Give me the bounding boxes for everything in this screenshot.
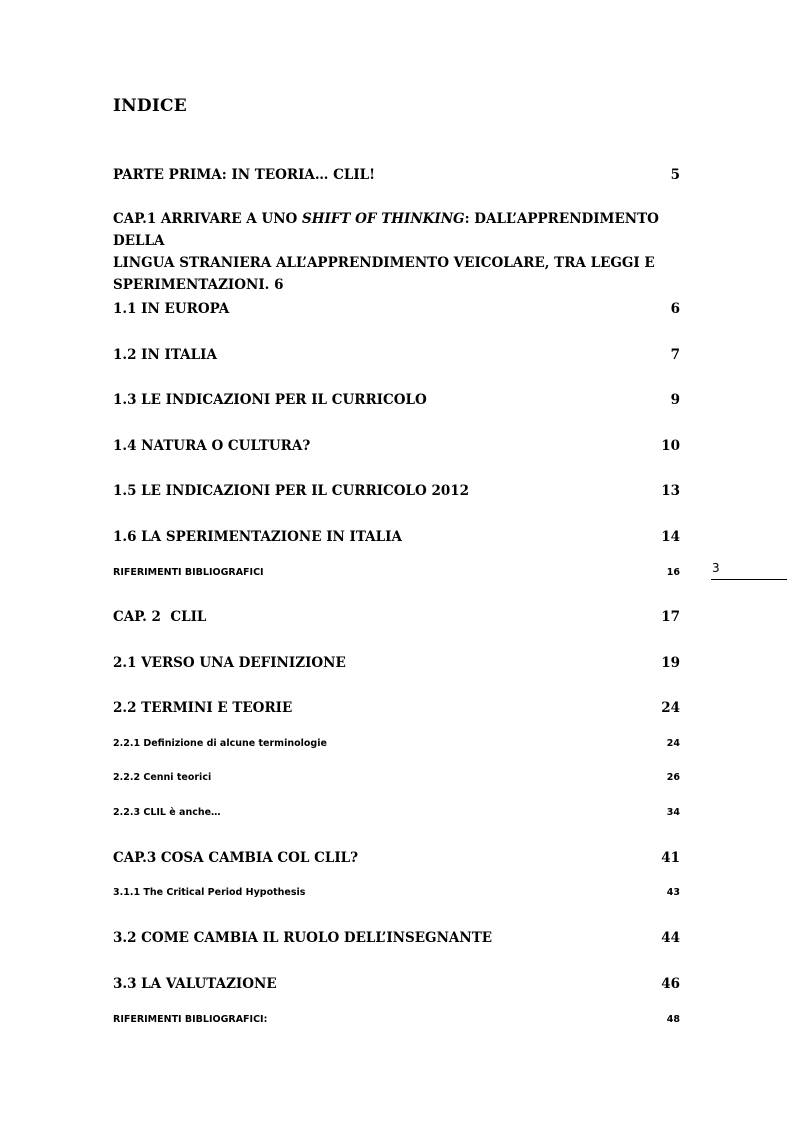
toc-label: 1.1 IN EUROPA bbox=[113, 301, 230, 317]
toc-label-line2: LINGUA STRANIERA ALL’APPRENDIMENTO VEICOLARE, TRA LEGGI E bbox=[113, 255, 655, 271]
toc-entry-1-3[interactable] bbox=[113, 389, 680, 411]
toc-label: RIFERIMENTI BIBLIOGRAFICI bbox=[113, 567, 264, 578]
toc-page: 46 bbox=[661, 976, 680, 992]
toc-page: 9 bbox=[670, 392, 680, 408]
toc-label: PARTE PRIMA: IN TEORIA… CLIL! bbox=[113, 167, 376, 183]
page-number: 3 bbox=[712, 561, 720, 575]
toc-entry-cap1[interactable] bbox=[113, 208, 680, 296]
toc-label: RIFERIMENTI BIBLIOGRAFICI: bbox=[113, 1014, 268, 1025]
toc-label: 3.3 LA VALUTAZIONE bbox=[113, 976, 277, 992]
toc-label: 1.4 NATURA O CULTURA? bbox=[113, 438, 311, 454]
toc-page: 26 bbox=[666, 772, 680, 783]
toc-entry-cap3[interactable] bbox=[113, 847, 680, 869]
toc-page: 16 bbox=[666, 567, 680, 578]
toc-page: 13 bbox=[661, 483, 680, 499]
toc-label: 2.2.1 Definizione di alcune terminologie bbox=[113, 738, 327, 749]
toc-label: 1.2 IN ITALIA bbox=[113, 347, 217, 363]
toc-page: 43 bbox=[666, 887, 680, 898]
toc-page: 6 bbox=[670, 301, 680, 317]
toc-page: 19 bbox=[661, 655, 680, 671]
toc-entry-1-5[interactable] bbox=[113, 480, 680, 502]
toc-entry-parte-prima[interactable] bbox=[113, 164, 680, 186]
toc-entry-2-2-1[interactable] bbox=[113, 738, 680, 749]
page-title: INDICE bbox=[113, 96, 187, 116]
toc-page: 7 bbox=[670, 347, 680, 363]
toc-label: 3.2 COME CAMBIA IL RUOLO DELL’INSEGNANTE bbox=[113, 930, 493, 946]
toc-label: CAP. 2 CLIL bbox=[113, 609, 207, 625]
toc-page: 17 bbox=[661, 609, 680, 625]
toc-label: 2.2.3 CLIL è anche… bbox=[113, 807, 221, 818]
toc-page: 41 bbox=[661, 850, 680, 866]
toc-page: 6 bbox=[274, 277, 284, 293]
toc-entry-3-2[interactable] bbox=[113, 927, 680, 949]
toc-entry-riferimenti-2[interactable] bbox=[113, 1014, 680, 1025]
toc-label: 1.5 LE INDICAZIONI PER IL CURRICOLO 2012 bbox=[113, 483, 470, 499]
toc-label: 3.1.1 The Critical Period Hypothesis bbox=[113, 887, 306, 898]
toc-label: 2.1 VERSO UNA DEFINIZIONE bbox=[113, 655, 346, 671]
toc-label: CAP.3 COSA CAMBIA COL CLIL? bbox=[113, 850, 359, 866]
toc-page: 34 bbox=[666, 807, 680, 818]
toc-entry-2-1[interactable] bbox=[113, 652, 680, 674]
page-number-rule bbox=[711, 579, 787, 580]
toc-label-line1: CAP.1 ARRIVARE A UNO SHIFT OF THINKING: DALL’APPRENDIMENTO DELLA bbox=[113, 211, 659, 249]
toc-entry-2-2[interactable] bbox=[113, 697, 680, 719]
toc-page: 10 bbox=[661, 438, 680, 454]
toc-entry-riferimenti-1[interactable] bbox=[113, 567, 680, 578]
toc-label: 2.2 TERMINI E TEORIE bbox=[113, 700, 293, 716]
toc-page: 14 bbox=[661, 529, 680, 545]
toc-entry-1-2[interactable] bbox=[113, 344, 680, 366]
toc-entry-3-3[interactable] bbox=[113, 973, 680, 995]
toc-label: 2.2.2 Cenni teorici bbox=[113, 772, 212, 783]
toc-page: 44 bbox=[661, 930, 680, 946]
toc-label: 1.6 LA SPERIMENTAZIONE IN ITALIA bbox=[113, 529, 402, 545]
toc-page: 24 bbox=[661, 700, 680, 716]
toc-label: 1.3 LE INDICAZIONI PER IL CURRICOLO bbox=[113, 392, 427, 408]
toc-page: 24 bbox=[666, 738, 680, 749]
toc-page: 48 bbox=[666, 1014, 680, 1025]
toc-entry-3-1-1[interactable] bbox=[113, 887, 680, 898]
toc-entry-1-6[interactable] bbox=[113, 526, 680, 548]
toc-entry-2-2-2[interactable] bbox=[113, 772, 680, 783]
toc-page: 5 bbox=[670, 167, 680, 183]
toc-entry-cap2[interactable] bbox=[113, 606, 680, 628]
toc-label-line3: SPERIMENTAZIONI. 6 bbox=[113, 277, 284, 293]
toc-entry-1-4[interactable] bbox=[113, 435, 680, 457]
toc-entry-1-1[interactable] bbox=[113, 298, 680, 320]
toc-entry-2-2-3[interactable] bbox=[113, 807, 680, 818]
